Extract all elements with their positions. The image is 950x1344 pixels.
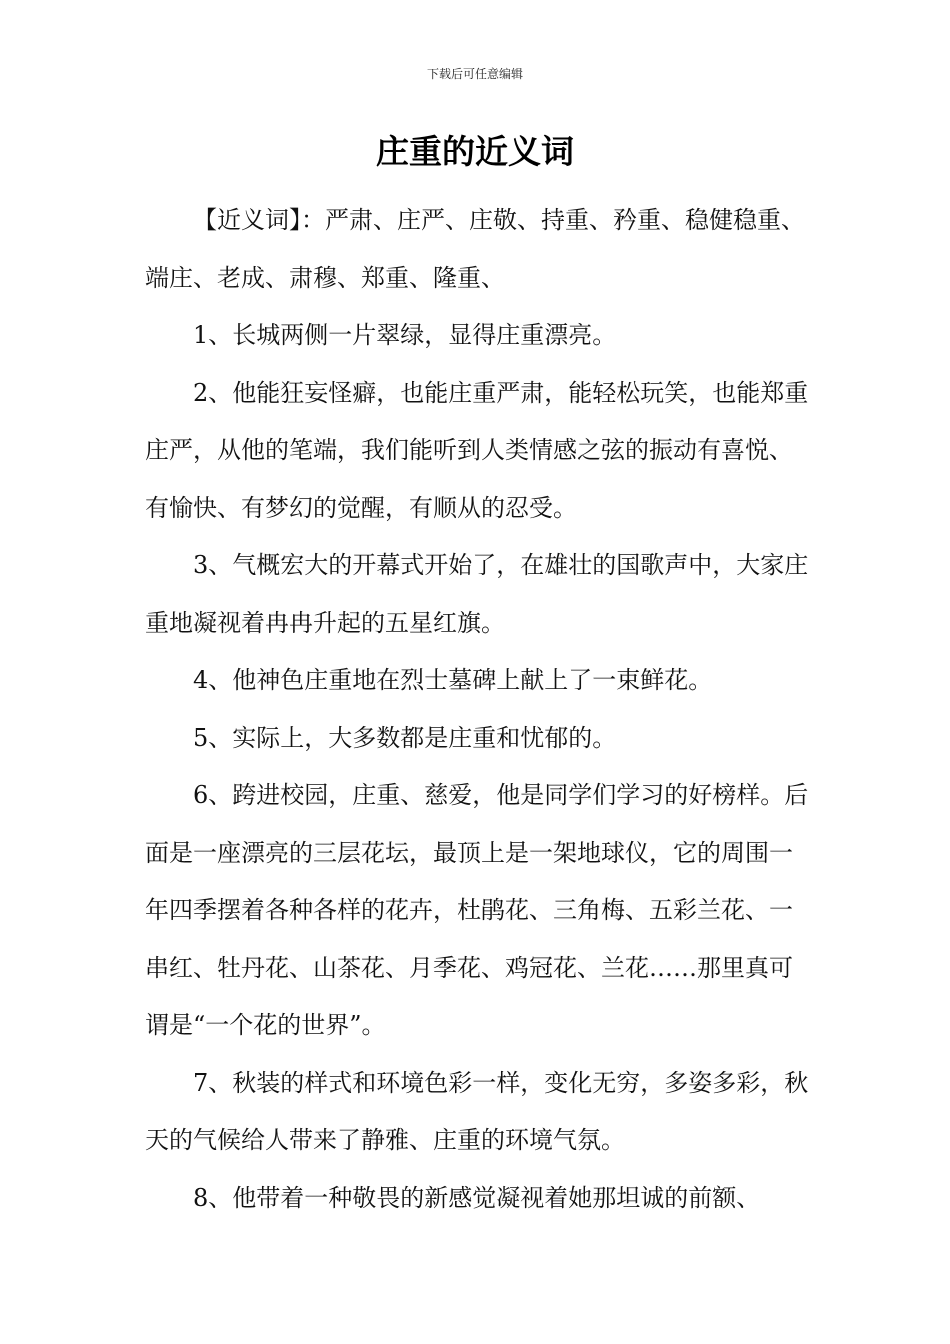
paragraph-example-8: 8、他带着一种敬畏的新感觉凝视着她那坦诚的前额、 <box>193 1183 761 1212</box>
paragraph-example-7: 7、秋装的样式和环境色彩一样，变化无穷，多姿多彩，秋天的气候给人带来了静雅、庄重的环境气氛。 <box>145 1068 809 1154</box>
paragraph-example-4: 4、他神色庄重地在烈士墓碑上献上了一束鲜花。 <box>193 666 713 694</box>
document-body <box>145 192 809 1227</box>
page-header: 下载后可任意编辑 <box>426 67 523 81</box>
paragraph-synonyms: 【近义词】：严肃、庄严、庄敬、持重、矜重、稳健稳重、端庄、老成、肃穆、郑重、隆重、 <box>145 206 805 292</box>
paragraph-example-5: 5、实际上，大多数都是庄重和忧郁的。 <box>193 723 617 752</box>
paragraph-example-1: 1、长城两侧一片翠绿，显得庄重漂亮。 <box>193 321 617 349</box>
paragraph-example-3: 3、气概宏大的开幕式开始了，在雄壮的国歌声中，大家庄重地凝视着冉冉升起的五星红旗。 <box>145 551 809 637</box>
paragraph-example-2: 2、他能狂妄怪癖，也能庄重严肃，能轻松玩笑，也能郑重庄严，从他的笔端，我们能听到人类情感之弦的振动有喜悦、有愉快、有梦幻的觉醒，有顺从的忍受。 <box>145 378 809 522</box>
page-title: 庄重的近义词 <box>376 132 574 171</box>
paragraph-example-6: 6、跨进校园，庄重、慈爱，他是同学们学习的好榜样。后面是一座漂亮的三层花坛，最顶上是一架地球仪，它的周围一年四季摆着各种各样的花卉，杜鹃花、三角梅、五彩兰花、一串红、牡丹花、山茶花、月季花、鸡冠花、兰花……那里真可谓是“一个花的世界”。 <box>145 781 809 1039</box>
